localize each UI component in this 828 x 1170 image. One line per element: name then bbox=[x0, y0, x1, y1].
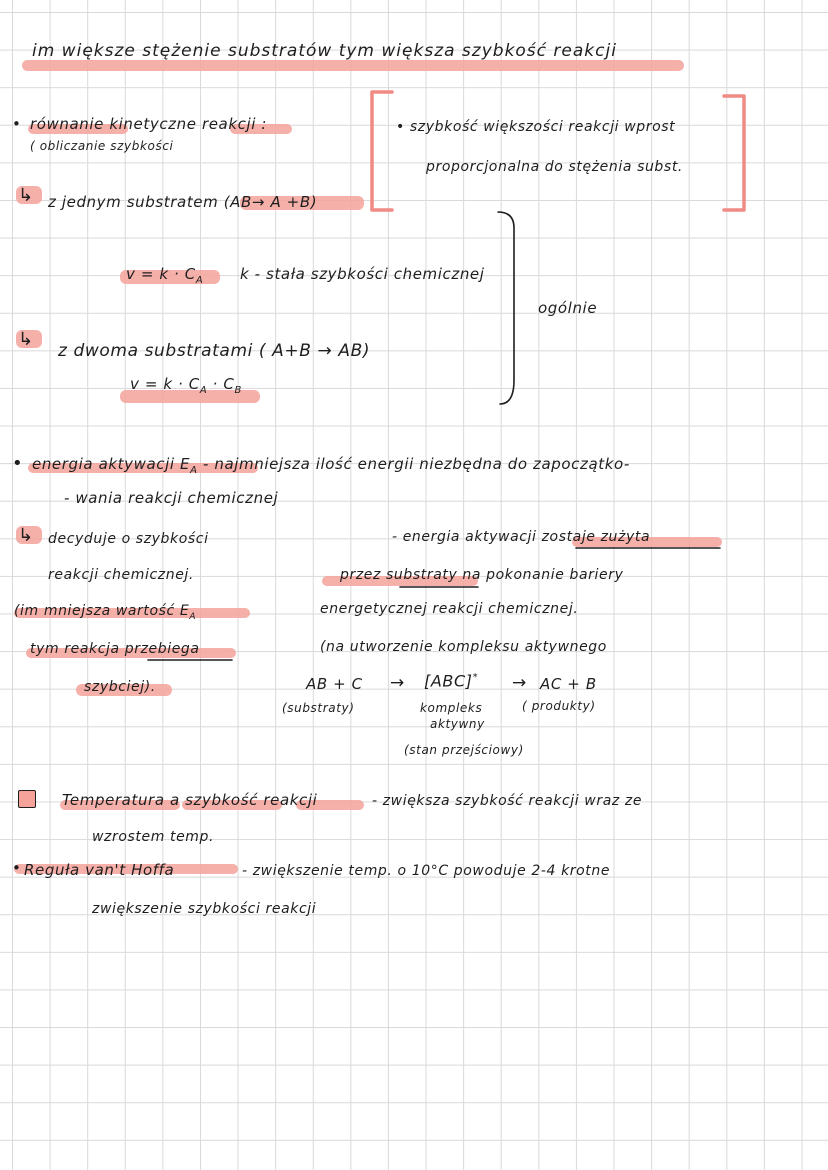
temperature-text: - zwiększa szybkość reakcji wraz ze bbox=[372, 793, 643, 809]
activation-heading-b: - najmniejsza ilość energii niezbędna do zapoczątko- bbox=[202, 455, 630, 473]
double-formula-sub2: B bbox=[234, 385, 242, 396]
kinetic-bullet: • bbox=[12, 115, 22, 133]
eq-arrow2: → bbox=[512, 673, 527, 693]
left-3-sub: A bbox=[189, 611, 197, 622]
temperature-checkbox[interactable] bbox=[18, 790, 36, 808]
vanthoff-bullet: • bbox=[12, 859, 22, 877]
vanthoff-text: - zwiększenie temp. o 10°C powoduje 2-4 krotne bbox=[242, 863, 611, 879]
lbl-produkty: ( produkty) bbox=[522, 699, 596, 713]
eq-complex-sup: * bbox=[472, 672, 479, 683]
left-3 bbox=[14, 604, 196, 623]
double-formula-sub1: A bbox=[199, 385, 208, 396]
left-1: decyduje o szybkości bbox=[48, 531, 209, 547]
left-5: szybciej). bbox=[84, 679, 156, 695]
vanthoff-heading: Reguła van't Hoffa bbox=[24, 861, 175, 879]
activation-symbol-sub: A bbox=[190, 465, 198, 476]
double-formula bbox=[130, 376, 242, 396]
kinetic-note-line1: • szybkość większości reakcji wprost bbox=[396, 119, 676, 135]
right-1: - energia aktywacji zostaje zużyta bbox=[392, 529, 651, 545]
single-formula bbox=[126, 266, 203, 286]
left-3a: (im mniejsza wartość E bbox=[14, 603, 190, 619]
double-arrow: ↳ bbox=[18, 329, 34, 350]
temperature-heading-b: a szybkość bbox=[169, 791, 258, 809]
vanthoff-text2: zwiększenie szybkości reakcji bbox=[92, 901, 317, 917]
activation-heading-c: - wania reakcji chemicznej bbox=[64, 489, 279, 507]
eq-left: AB + C bbox=[306, 675, 363, 693]
eq-complex-text: [ABC] bbox=[424, 671, 473, 691]
temperature-heading-a: Temperatura bbox=[62, 791, 165, 809]
general-bracket bbox=[498, 212, 514, 404]
double-formula-mid: · C bbox=[207, 375, 235, 393]
single-arrow: ↳ bbox=[18, 185, 34, 206]
right-3: energetycznej reakcji chemicznej. bbox=[320, 601, 579, 617]
pink-bracket-left bbox=[372, 92, 392, 210]
eq-complex bbox=[424, 672, 478, 690]
lbl-kompleks2: aktywny bbox=[430, 717, 485, 731]
single-formula-text: v = k · C bbox=[126, 265, 196, 283]
eq-arrow1: → bbox=[390, 673, 405, 693]
lbl-kompleks1: kompleks bbox=[420, 701, 483, 715]
lbl-substraty: (substraty) bbox=[282, 701, 355, 715]
general-label: ogólnie bbox=[538, 299, 598, 317]
kinetic-subheading: ( obliczanie szybkości bbox=[30, 139, 174, 153]
left-arrow: ↳ bbox=[18, 525, 34, 546]
eq-right: AC + B bbox=[540, 675, 597, 693]
k-label: k - stała szybkości chemicznej bbox=[240, 265, 485, 283]
temperature-heading-c: reakcji bbox=[263, 791, 318, 809]
double-formula-text: v = k · C bbox=[130, 375, 200, 393]
lbl-stan: (stan przejściowy) bbox=[404, 743, 524, 757]
right-2: przez substraty na pokonanie bariery bbox=[340, 567, 624, 583]
activation-heading-a: energia aktywacji bbox=[32, 455, 175, 473]
activation-symbol: E bbox=[180, 455, 191, 473]
pink-bracket-right bbox=[724, 96, 744, 210]
double-label: z dwoma substratami ( A+B → AB) bbox=[58, 341, 371, 361]
activation-bullet: • bbox=[12, 453, 24, 474]
left-4: tym reakcja przebiega bbox=[30, 641, 200, 657]
page-title: im większe stężenie substratów tym większa szybkość reakcji bbox=[32, 41, 617, 61]
right-4: (na utworzenie kompleksu aktywnego bbox=[320, 639, 607, 655]
single-label: z jednym substratem (AB→ A +B) bbox=[48, 193, 318, 211]
activation-heading bbox=[32, 456, 630, 476]
left-2: reakcji chemicznej. bbox=[48, 567, 194, 583]
kinetic-note-line2: proporcjonalna do stężenia subst. bbox=[426, 159, 683, 175]
temperature-text2: wzrostem temp. bbox=[92, 829, 215, 845]
kinetic-heading: równanie kinetyczne reakcji : bbox=[30, 115, 268, 133]
single-formula-sub: A bbox=[195, 275, 204, 286]
temperature-heading bbox=[62, 792, 317, 809]
